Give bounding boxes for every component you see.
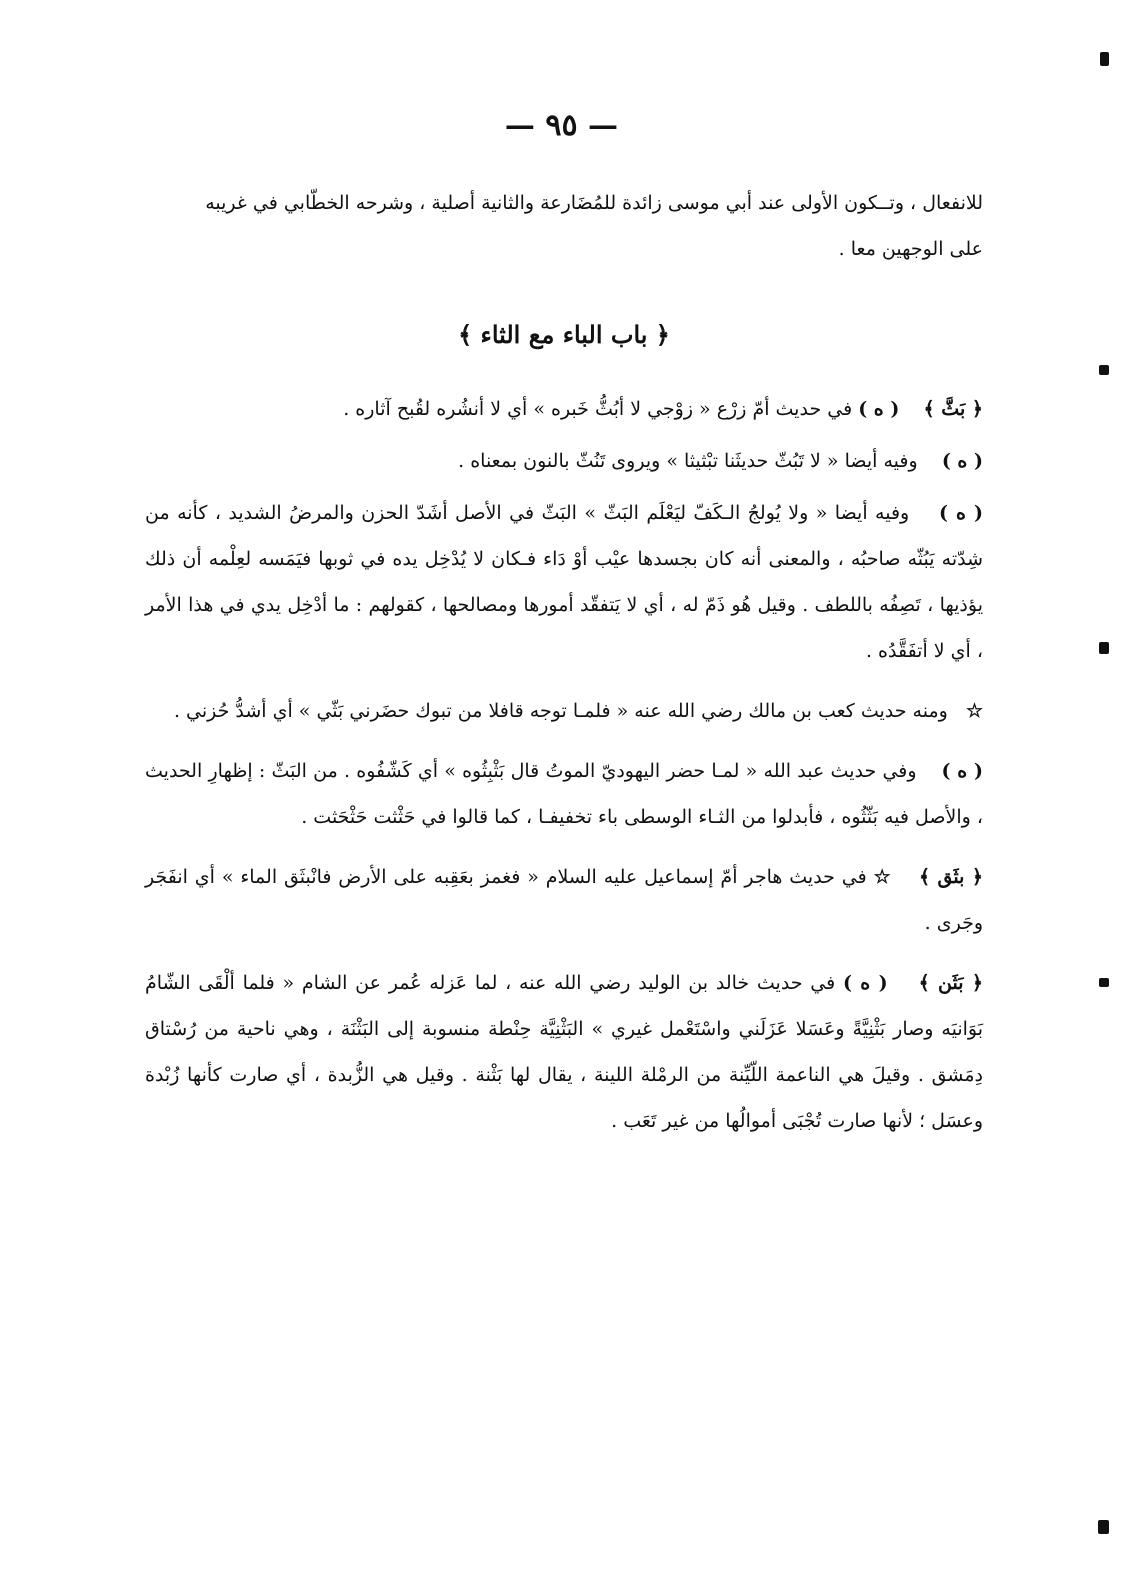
scan-margin-mark: [1099, 642, 1109, 654]
intro-line-1: للانفعال ، وتــكون الأولى عند أبي موسى زائدة للمُضَارعة والثانية أصلية ، وشرحه الخطّابي في غريبه: [205, 192, 983, 214]
entry-text: وفيه أيضا « ولا يُولجُ الـكَفّ ليَعْلَم البَثّ » البَثّ في الأصل أشَدّ الحزن والمرضُ الشديد ، كأنه من شِدّته يَبُثّه صاحبُه ، والمعنى أنه كان بجسدها عيْب أوْ دَاء فـكان لا يُدْخِل يده في ثوبها فيَمَسه لعِلْمه أن ذلك يؤذيها ، تَصِفُه باللطف . وقيل هُو ذَمّ له ، أي لا يَتفقّد أمورها ومصالحها ، كقولهم : ما أدْخِل يدي في هذا الأمر ، أي لا أتفَقَّدُه .: [145, 502, 983, 662]
entry-marker: ( ه ): [941, 450, 983, 472]
section-heading: ﴿ باب الباء مع الثاء ﴾: [458, 320, 670, 349]
scan-margin-mark: [1099, 978, 1109, 987]
entry-text: في حديث هاجر أمّ إسماعيل عليه السلام « فغمز بعَقِبه على الأرض فانْبثَق الماء » أي انفَجَر وجَرى .: [145, 866, 983, 934]
intro-line-2: على الوجهين معا .: [838, 238, 983, 260]
scan-margin-mark: [1098, 1520, 1109, 1534]
body-text: [145, 180, 983, 1158]
entry-text: في حديث خالد بن الوليد رضي الله عنه ، لما عَزله عُمر عن الشام « فلما ألْقَى الشّامُ بَوَانيَه وصار بَثْنِيَّةً وعَسَلا عَزَلَني واسْتَعْمل غيري » البَثْنِيَّة حِنْطة منسوبة إلى البَثْنَة ، وهي ناحية من رُسْتاق دِمَشق . وقيلَ هي الناعمة اللّيِّنة من الرمْلة اللينة ، يقال لها بَثْنة . وقيل هي الزُّبدة ، أي صارت كأنها زُبْدة وعسَل ؛ لأنها صارت تُجْبَى أموالُها من غير تَعَب .: [145, 972, 983, 1132]
entry-marker: ( ه ): [939, 502, 983, 524]
entry-headword: ﴿ بَثَن ﴾: [918, 972, 983, 994]
entry-text: وفي حديث عبد الله « لمـا حضر اليهوديّ الموتُ قال بَثْبِثُوه » أي كَشّفُوه . من البَثّ : إظهارِ الحديث ، والأصل فيه بَثّثُوه ، فأبدلوا من الثـاء الوسطى باء تخفيفـا ، كما قالوا في حَثْثت حَثْحَثت .: [145, 760, 983, 828]
entry-subparagraph: [145, 490, 983, 674]
entry-text: في حديث أمّ زرْع « زوْجي لا أبُثُّ خَبره » أي لا أنشُره لقُبح آثاره .: [343, 398, 853, 420]
scan-margin-mark: [1099, 365, 1109, 375]
entry-bathan: [145, 960, 983, 1144]
entry-headword: ﴿ بثَق ﴾: [918, 866, 983, 888]
entry-marker: ☆: [873, 866, 892, 888]
entry-subparagraph: [145, 438, 983, 484]
entry-text: ومنه حديث كعب بن مالك رضي الله عنه « فلمـا توجه قافلا من تبوك حضَرني بَثّي » أي أشدُّ حُزني .: [173, 700, 948, 722]
entry-text: وفيه أيضا « لا تَبُثّ حديثَنا تبْثيثا » ويروى تَنُثّ بالنون بمعناه .: [458, 450, 918, 472]
entry-bath: [145, 386, 983, 432]
entry-headword: ﴿ بَثَّ ﴾: [923, 398, 983, 420]
entry-marker: ( ه ): [941, 760, 983, 782]
intro-paragraph: [145, 180, 983, 272]
entry-subparagraph: [145, 688, 983, 734]
entry-marker: ( ه ): [842, 972, 888, 994]
scan-margin-mark: [1100, 52, 1109, 66]
entry-subparagraph: [145, 748, 983, 840]
page-number: — ٩٥ —: [504, 108, 619, 143]
entry-bathaq: [145, 854, 983, 946]
entry-marker: ( ه ): [858, 398, 900, 420]
entry-marker: ☆: [965, 700, 983, 722]
